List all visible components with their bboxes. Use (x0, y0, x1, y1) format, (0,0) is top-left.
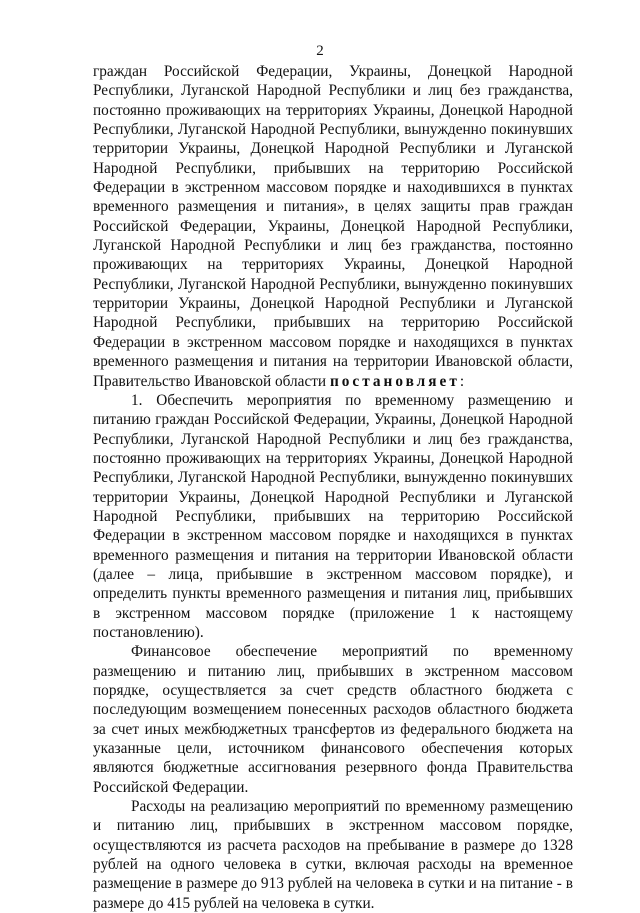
preamble-text: граждан Российской Федерации, Украины, Донецкой Народной Республики, Луганской Народной Республики и лиц без гражданства, постоянно проживающих на территориях Украины, Донецкой Народной Республики, Луганской Народной Республики, вынужденно покинувших территории Украины, Донецкой Народной Республики и Луганской Народной Республики, прибывших на территорию Российской Федерации в экстренном массовом порядке и находившихся в пунктах временного размещения и питания», в целях защиты прав граждан Российской Федерации, Украины, Донецкой Народной Республики, Луганской Народной Республики и лиц без гражданства, постоянно проживающих на территориях Украины, Донецкой Народной Республики, Луганской Народной Республики, вынужденно покинувших территории Украины, Донецкой Народной Республики и Луганской Народной Республики, прибывших на территорию Российской Федерации в экстренном массовом порядке и находящихся в пунктах временного размещения и питания на территории Ивановской области, Правительство Ивановской области (93, 63, 573, 390)
paragraph-item-1: 1. Обеспечить мероприятия по временному размещению и питанию граждан Российской Федерации, Украины, Донецкой Народной Республики, Луганской Народной Республики и лиц без гражданства, постоянно проживающих на территориях Украины, Донецкой Народной Республики, Луганской Народной Республики, вынужденно покинувших территории Украины, Донецкой Народной Республики и Луганской Народной Республики, прибывших на территорию Российской Федерации в экстренном массовом порядке и находящихся в пунктах временного размещения и питания на территории Ивановской области (далее – лица, прибывшие в экстренном массовом порядке), и определить пункты временного размещения и питания лиц, прибывших в экстренном массовом порядке (приложение 1 к настоящему постановлению). (93, 391, 573, 641)
page-number: 2 (316, 43, 324, 59)
preamble-tail: : (459, 372, 465, 390)
paragraph-preamble (93, 62, 573, 391)
decree-word: постановляет (329, 372, 460, 390)
paragraph-financing: Финансовое обеспечение мероприятий по временному размещению и питанию лиц, прибывших в экстренном массовом порядке, осуществляется за счет средств областного бюджета с последующим возмещением понесенных расходов областного бюджета за счет иных межбюджетных трансфертов из федерального бюджета на указанные цели, источником финансового обеспечения которых являются бюджетные ассигнования резервного фонда Правительства Российской Федерации. (93, 643, 573, 796)
document-body (93, 62, 573, 913)
paragraph-expenses: Расходы на реализацию мероприятий по временному размещению и питанию лиц, прибывших в экстренном массовом порядке, осуществляются из расчета расходов на пребывание в размере до 1328 рублей на одного человека в сутки, включая расходы на временное размещение в размере до 913 рублей на человека в сутки и на питание - в размере до 415 рублей на человека в сутки. (93, 798, 573, 912)
